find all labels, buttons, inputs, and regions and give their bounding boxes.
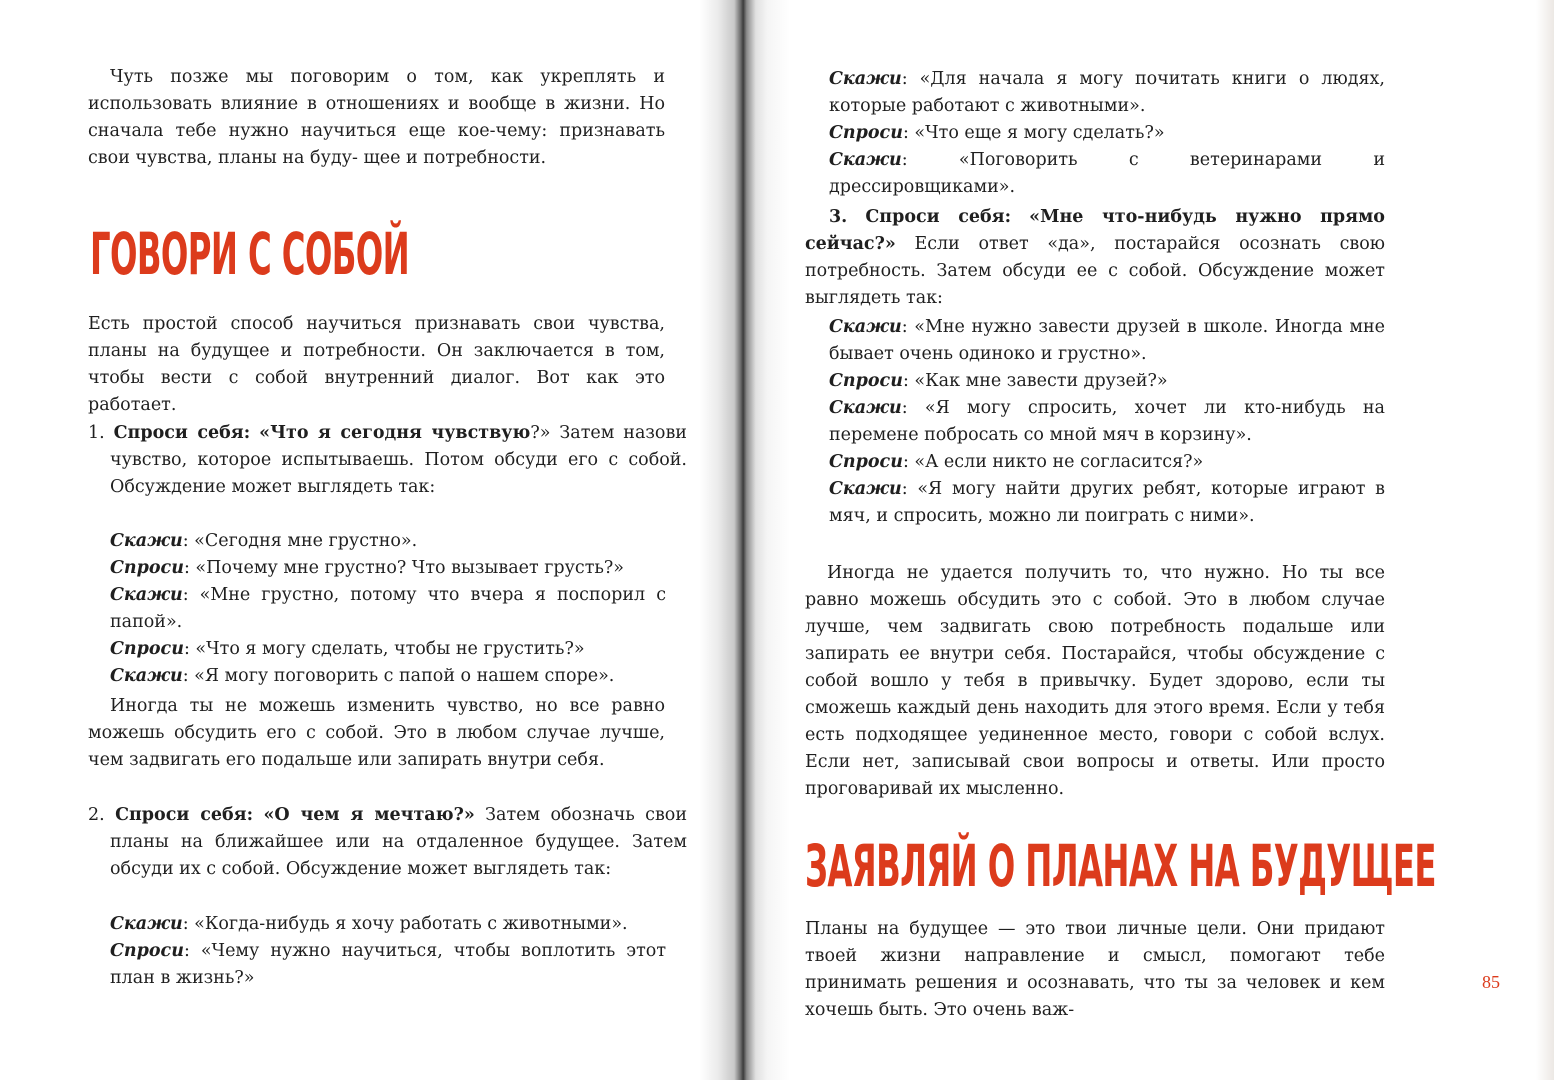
dialog-line: Спроси: «Чему нужно научиться, чтобы воплотить этот план в жизнь?»: [110, 941, 666, 988]
dialog-line: Скажи: «Мне нужно завести друзей в школе. Иногда мне бывает очень одиноко и грустно».: [829, 317, 1385, 364]
dialog-1: [110, 528, 666, 690]
step-3: 3. Спроси себя: «Мне что-нибудь нужно прямо сейчас?» Если ответ «да», постарайся осознать свою потребность. Затем обсуди ее с собой. Обсуждение может выглядеть так:: [805, 207, 1385, 308]
dialog-line: Спроси: «Почему мне грустно? Что вызывает грусть?»: [110, 558, 625, 578]
section-heading: ГОВОРИ С СОБОЙ: [90, 220, 410, 288]
intro-paragraph: Чуть позже мы поговорим о том, как укреплять и использовать влияние в отношениях и вообще в жизни. Но сначала тебе нужно научиться еще кое-чему: признавать свои чувства, планы на буду- щее и потребности.: [88, 67, 665, 168]
dialog-line: Спроси: «Что еще я могу сделать?»: [829, 123, 1165, 143]
body-paragraph: Иногда ты не можешь изменить чувство, но все равно можешь обсудить его с собой. Это в любом случае лучше, чем задвигать его подальше или запирать внутри себя.: [88, 696, 665, 770]
dialog-line: Скажи: «Поговорить с ветеринарами и дрессировщиками».: [829, 150, 1385, 197]
step-2: 2. Спроси себя: «О чем я мечтаю?» Затем обозначь свои планы на ближайшее или на отдаленное будущее. Затем обсуди их с собой. Обсуждение может выглядеть так:: [88, 805, 687, 879]
dialog-line: Скажи: «Я могу спросить, хочет ли кто-нибудь на перемене побросать со мной мяч в корзину».: [829, 398, 1385, 445]
dialog-line: Скажи: «Я могу найти других ребят, которые играют в мяч, и спросить, можно ли поиграть с ними».: [829, 479, 1385, 526]
body-paragraph: Иногда не удается получить то, что нужно. Но ты все равно можешь обсудить это с собой. Это в любом случае лучше, чем задвигать свою потребность подальше или запирать ее внутри себя. Постарайся, чтобы обсуждение с собой вошло у тебя в привычку. Будет здорово, если ты сможешь каждый день находить для этого время. Если у тебя есть подходящее уединенное место, говори с собой вслух. Если нет, записывай свои вопросы и ответы. Или просто проговаривай их мысленно.: [805, 563, 1385, 799]
body-paragraph-2: Планы на будущее — это твои личные цели. Они придают твоей жизни направление и смысл, помогают тебе принимать решения и осознавать, что ты за человек и кем хочешь быть. Это очень важ-: [805, 919, 1385, 1020]
left-page: [88, 0, 687, 1080]
book-gutter: [700, 0, 790, 1080]
dialog-line: Скажи: «Мне грустно, потому что вчера я поспорил с папой».: [110, 585, 666, 632]
dialog-2: [110, 911, 666, 992]
step-1: 1. Спроси себя: «Что я сегодня чувствую?» Затем назови чувство, которое испытываешь. Потом обсуди его с собой. Обсуждение может выглядеть так:: [88, 423, 687, 497]
dialog-line: Спроси: «А если никто не согласится?»: [829, 452, 1204, 472]
dialog-top: [829, 66, 1385, 201]
dialog-line: Спроси: «Что я могу сделать, чтобы не грустить?»: [110, 639, 585, 659]
dialog-3: [829, 314, 1385, 530]
page-edge: [1536, 0, 1554, 1080]
dialog-line: Спроси: «Как мне завести друзей?»: [829, 371, 1168, 391]
dialog-line: Скажи: «Я могу поговорить с папой о нашем споре».: [110, 666, 615, 686]
dialog-line: Скажи: «Для начала я могу почитать книги о людях, которые работают с животными».: [829, 69, 1385, 116]
section-heading-2: ЗАЯВЛЯЙ О ПЛАНАХ НА БУДУЩЕЕ: [805, 832, 1436, 900]
page-number: 85: [1482, 972, 1500, 992]
intro-body-paragraph: Есть простой способ научиться признавать свои чувства, планы на будущее и потребности. Он заключается в том, чтобы вести с собой внутренний диалог. Вот как это работает.: [88, 314, 665, 415]
right-page: [805, 0, 1436, 1080]
dialog-line: Скажи: «Когда-нибудь я хочу работать с животными».: [110, 914, 628, 934]
dialog-line: Скажи: «Сегодня мне грустно».: [110, 531, 418, 551]
